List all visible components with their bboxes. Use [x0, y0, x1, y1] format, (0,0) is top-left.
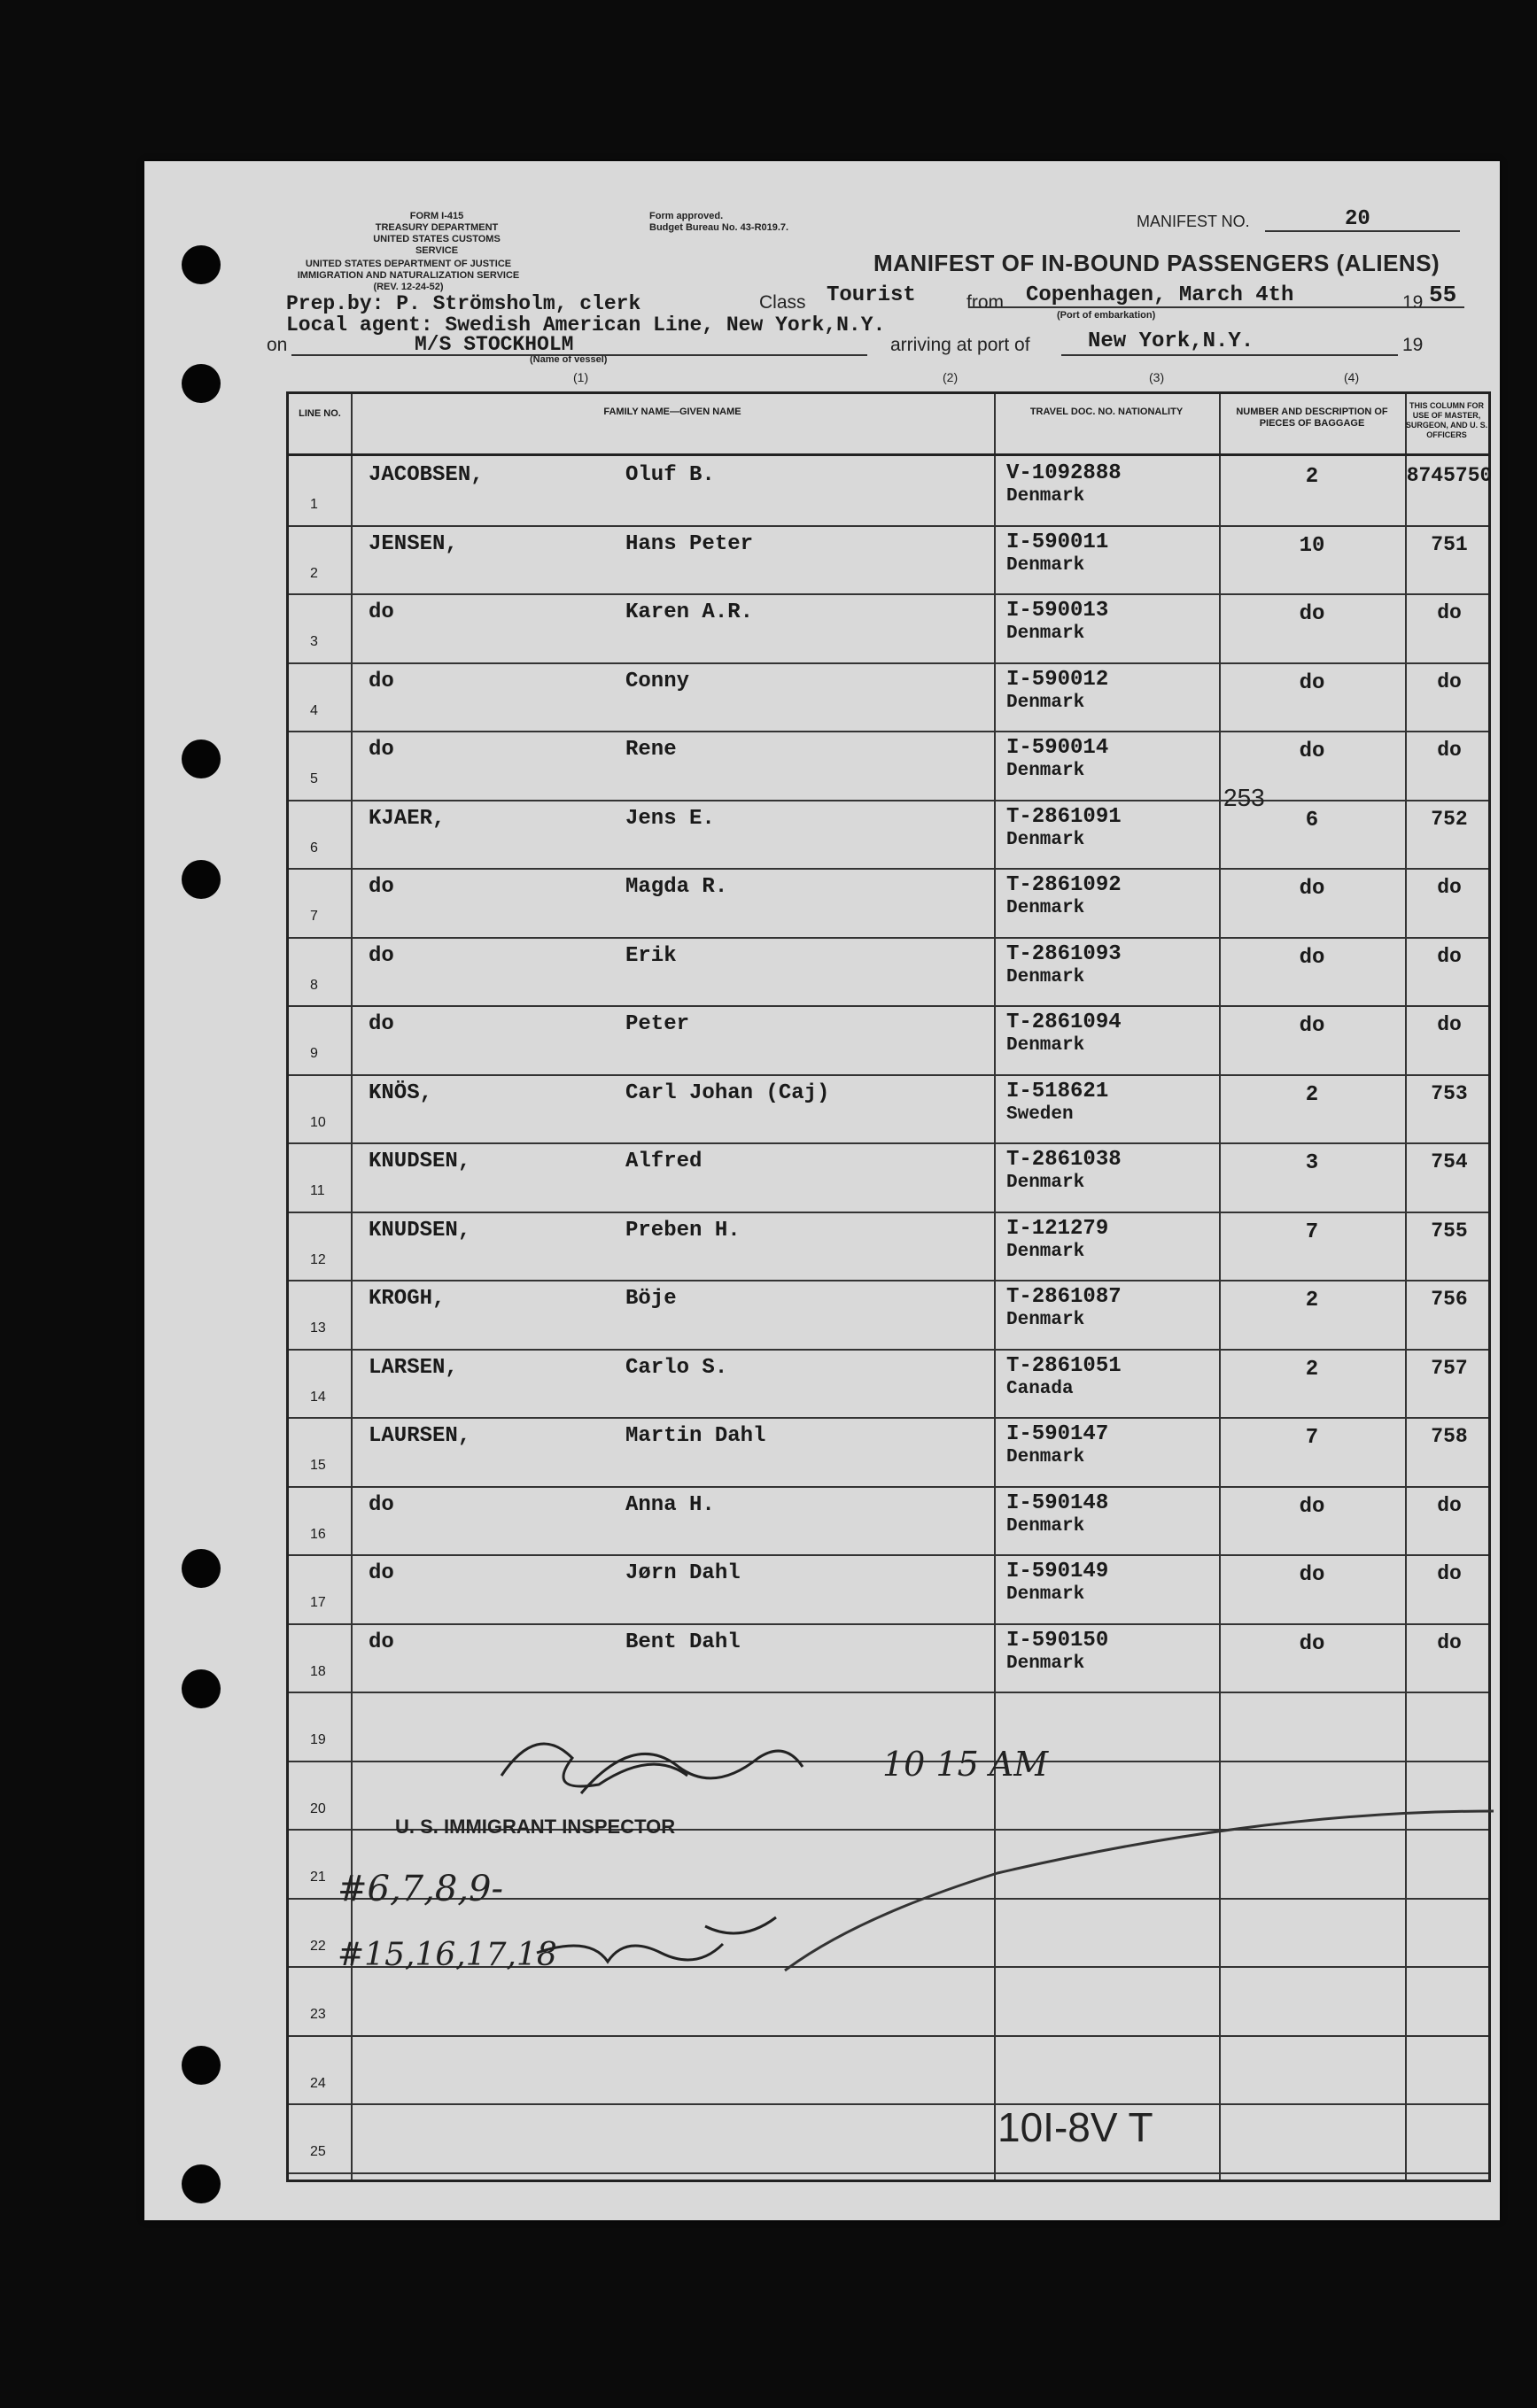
baggage-count: do: [1299, 945, 1325, 970]
manifest-number: 20: [1345, 207, 1370, 231]
travel-doc-number: I-590150: [1006, 1628, 1109, 1653]
officer-number: do: [1437, 601, 1462, 624]
binder-hole: [182, 245, 221, 284]
treasury-dept: TREASURY DEPARTMENT: [375, 222, 499, 233]
manifest-title: MANIFEST OF IN-BOUND PASSENGERS (ALIENS): [873, 250, 1440, 276]
travel-doc-number: T-2861093: [1006, 941, 1122, 966]
travel-doc-number: T-2861087: [1006, 1285, 1122, 1309]
from-rule: [968, 306, 1464, 308]
on-label: on: [267, 335, 288, 355]
baggage-count: 7: [1305, 1426, 1319, 1450]
handwritten-note-21: #6,7,8,9-: [338, 1869, 503, 1909]
baggage-count: 2: [1305, 1289, 1319, 1312]
inspector-stamp: U. S. IMMIGRANT INSPECTOR: [395, 1816, 676, 1838]
column-number-2: (2): [943, 370, 959, 384]
baggage-count: do: [1299, 602, 1325, 626]
justice-header: [276, 259, 541, 293]
family-name: do: [369, 738, 394, 762]
from-value: Copenhagen, March 4th: [1026, 283, 1294, 307]
officer-number: 755: [1431, 1219, 1468, 1243]
nationality: Denmark: [1006, 829, 1085, 850]
line-number: 12: [310, 1251, 326, 1267]
nationality: Denmark: [1006, 692, 1085, 713]
nationality: Denmark: [1006, 1584, 1085, 1605]
family-name: LAURSEN,: [369, 1424, 471, 1448]
arriving-label: arriving at port of: [890, 335, 1030, 355]
travel-doc-number: I-590011: [1006, 530, 1109, 554]
line-number: 18: [310, 1663, 326, 1679]
officer-number: do: [1437, 739, 1462, 762]
class-label: Class: [759, 292, 806, 313]
family-name: do: [369, 1561, 394, 1585]
travel-doc-number: T-2861091: [1006, 804, 1122, 829]
revision: (REV. 12-24-52): [373, 282, 444, 292]
column-number-4: (4): [1344, 370, 1360, 384]
family-name: LARSEN,: [369, 1355, 458, 1380]
nationality: Sweden: [1006, 1103, 1074, 1125]
line-number: 1: [310, 497, 318, 512]
travel-doc-number: I-590013: [1006, 599, 1109, 623]
given-name: Preben H.: [625, 1218, 741, 1243]
given-name: Jørn Dahl: [625, 1561, 741, 1585]
given-name: Bent Dahl: [625, 1630, 741, 1654]
officer-number: do: [1437, 944, 1462, 968]
family-name: JENSEN,: [369, 531, 458, 556]
line-number: 11: [310, 1183, 325, 1198]
year-prefix: 19: [1402, 292, 1424, 313]
line-number: 23: [310, 2007, 326, 2022]
given-name: Oluf B.: [625, 463, 715, 487]
travel-doc-number: T-2861094: [1006, 1010, 1122, 1034]
family-name: do: [369, 1012, 394, 1036]
baggage-count: 2: [1305, 1357, 1319, 1382]
nationality: Denmark: [1006, 1515, 1085, 1537]
travel-doc-number: I-590148: [1006, 1490, 1109, 1515]
vessel-note: (Name of vessel): [530, 354, 608, 365]
given-name: Carlo S.: [625, 1355, 728, 1380]
line-number: 13: [310, 1320, 326, 1336]
header-line-no: LINE NO.: [289, 394, 351, 456]
header-travel-doc: TRAVEL DOC. NO. NATIONALITY: [994, 394, 1219, 456]
officer-number: 754: [1431, 1150, 1468, 1173]
line-number: 7: [310, 909, 318, 924]
embarkation-note: (Port of embarkation): [1057, 310, 1156, 321]
family-name: do: [369, 1492, 394, 1517]
travel-doc-number: T-2861092: [1006, 873, 1122, 897]
given-name: Hans Peter: [625, 531, 754, 556]
binder-hole: [182, 364, 221, 403]
travel-doc-number: I-590147: [1006, 1422, 1109, 1446]
line-number: 15: [310, 1458, 326, 1473]
officer-number: 758: [1431, 1425, 1468, 1448]
nationality: Denmark: [1006, 966, 1085, 987]
line-number: 17: [310, 1595, 326, 1610]
family-name: KJAER,: [369, 806, 446, 831]
officer-number: do: [1437, 876, 1462, 899]
given-name: Magda R.: [625, 875, 728, 899]
line-number: 6: [310, 840, 318, 856]
line-number: 22: [310, 1938, 326, 1954]
baggage-count: do: [1299, 877, 1325, 901]
header-officers: THIS COLUMN FOR USE OF MASTER, SURGEON, AND U. S. OFFICERS: [1405, 394, 1488, 456]
family-name: KNUDSEN,: [369, 1150, 471, 1173]
baggage-count: 7: [1305, 1219, 1319, 1244]
form-number: FORM I-415: [409, 211, 464, 221]
prepared-by: Prep.by: P. Strömsholm, clerk: [286, 292, 641, 315]
baggage-count: do: [1299, 1494, 1325, 1519]
given-name: Rene: [625, 738, 677, 762]
baggage-count: do: [1299, 739, 1325, 763]
nationality: Denmark: [1006, 761, 1085, 781]
line-number: 24: [310, 2075, 326, 2091]
binder-hole: [182, 1549, 221, 1588]
given-name: Anna H.: [625, 1492, 715, 1517]
class-value: Tourist: [827, 283, 916, 307]
line-number: 10: [310, 1114, 326, 1130]
nationality: Denmark: [1006, 1653, 1085, 1674]
family-name: KROGH,: [369, 1287, 446, 1311]
arriving-year: 19: [1402, 335, 1424, 355]
vessel-name: M/S STOCKHOLM: [415, 333, 574, 356]
given-name: Böje: [625, 1287, 677, 1311]
given-name: Karen A.R.: [625, 600, 754, 624]
line-number: 8: [310, 977, 318, 993]
officer-number: 757: [1431, 1356, 1468, 1380]
year-value: 55: [1429, 282, 1457, 308]
officer-number: do: [1437, 1630, 1462, 1654]
officer-number: do: [1437, 1562, 1462, 1585]
binder-hole: [182, 2046, 221, 2085]
nationality: Denmark: [1006, 898, 1085, 918]
nationality: Denmark: [1006, 1035, 1085, 1056]
baggage-count: 6: [1305, 808, 1319, 832]
given-name: Carl Johan (Caj): [625, 1080, 830, 1105]
handwritten-253: 253: [1223, 784, 1265, 811]
family-name: JACOBSEN,: [369, 463, 484, 487]
officer-number: do: [1437, 1013, 1462, 1036]
baggage-count: 2: [1305, 1082, 1319, 1107]
officer-number: 753: [1431, 1081, 1468, 1105]
baggage-count: do: [1299, 1014, 1325, 1038]
given-name: Erik: [625, 943, 677, 968]
family-name: do: [369, 1630, 394, 1654]
baggage-count: 2: [1305, 465, 1319, 489]
handwritten-note-22: #15,16,17,18: [338, 1937, 557, 1973]
manifest-number-label: MANIFEST NO.: [1137, 213, 1250, 230]
vessel-rule: [291, 354, 867, 356]
given-name: Conny: [625, 669, 690, 693]
line-number: 2: [310, 565, 318, 581]
header-name: FAMILY NAME—GIVEN NAME: [351, 394, 994, 456]
binder-hole: [182, 2164, 221, 2203]
travel-doc-number: T-2861051: [1006, 1353, 1122, 1378]
travel-doc-number: V-1092888: [1006, 461, 1122, 485]
family-name: do: [369, 600, 394, 624]
line-number: 3: [310, 634, 318, 649]
line-number: 21: [310, 1870, 326, 1885]
line-number: 4: [310, 702, 318, 718]
officer-number: 752: [1431, 807, 1468, 831]
travel-doc-number: I-590149: [1006, 1560, 1109, 1583]
travel-doc-number: I-121279: [1006, 1216, 1109, 1241]
nationality: Denmark: [1006, 1173, 1085, 1193]
family-name: do: [369, 875, 394, 899]
form-approved: Form approved.: [649, 211, 724, 221]
header-baggage: NUMBER AND DESCRIPTION OF PIECES OF BAGGAGE: [1219, 394, 1405, 456]
travel-doc-number: T-2861038: [1006, 1148, 1122, 1172]
line-number: 20: [310, 1800, 326, 1816]
budget-bureau: Budget Bureau No. 43-R019.7.: [649, 222, 789, 233]
ins-service: IMMIGRATION AND NATURALIZATION SERVICE: [297, 270, 520, 281]
baggage-count: do: [1299, 1563, 1325, 1587]
line-number: 9: [310, 1046, 318, 1061]
officer-number: do: [1437, 1493, 1462, 1517]
line-number: 14: [310, 1389, 326, 1405]
given-name: Alfred: [625, 1150, 703, 1173]
column-number-1: (1): [573, 370, 589, 384]
nationality: Denmark: [1006, 1241, 1085, 1262]
travel-doc-number: I-518621: [1006, 1079, 1109, 1103]
given-name: Jens E.: [625, 806, 715, 831]
arriving-rule: [1061, 354, 1398, 356]
nationality: Denmark: [1006, 554, 1085, 576]
family-name: KNUDSEN,: [369, 1218, 471, 1243]
manifest-rule: [1265, 230, 1460, 232]
family-name: do: [369, 669, 394, 693]
travel-doc-number: I-590014: [1006, 736, 1109, 760]
bottom-tally: 10I-8V T: [997, 2104, 1153, 2150]
family-name: KNÖS,: [369, 1080, 433, 1105]
nationality: Denmark: [1006, 623, 1085, 644]
nationality: Canada: [1006, 1378, 1074, 1399]
form-header-left: [357, 211, 516, 257]
justice-dept: UNITED STATES DEPARTMENT OF JUSTICE: [305, 259, 512, 269]
family-name: do: [369, 943, 394, 968]
nationality: Denmark: [1006, 1310, 1085, 1330]
handwriting-strokes: [289, 394, 1494, 2185]
customs-service: UNITED STATES CUSTOMS SERVICE: [373, 234, 501, 256]
given-name: Martin Dahl: [625, 1424, 766, 1448]
baggage-count: 3: [1305, 1151, 1319, 1175]
from-label: from: [966, 292, 1004, 313]
arrival-time: 10 15 AM: [882, 1745, 1049, 1784]
baggage-count: do: [1299, 670, 1325, 695]
passenger-table: [286, 391, 1491, 2182]
binder-hole: [182, 860, 221, 899]
column-number-3: (3): [1149, 370, 1165, 384]
line-number: 19: [310, 1732, 326, 1747]
baggage-count: do: [1299, 1631, 1325, 1656]
binder-hole: [182, 739, 221, 778]
line-number: 25: [310, 2144, 326, 2159]
nationality: Denmark: [1006, 486, 1085, 507]
officer-number: do: [1437, 670, 1462, 693]
baggage-count: 10: [1299, 533, 1325, 558]
officer-number: 756: [1431, 1288, 1468, 1311]
manifest-sheet: [144, 161, 1500, 2220]
nationality: Denmark: [1006, 1447, 1085, 1467]
officer-number: 751: [1431, 532, 1468, 556]
binder-hole: [182, 1669, 221, 1708]
line-number: 5: [310, 771, 318, 786]
line-number: 16: [310, 1526, 326, 1542]
approval-block: [649, 211, 788, 234]
given-name: Peter: [625, 1012, 690, 1036]
officer-number: 8745750: [1406, 464, 1493, 487]
travel-doc-number: I-590012: [1006, 667, 1109, 692]
local-agent: Local agent: Swedish American Line, New York,N.Y.: [286, 314, 886, 337]
arriving-port: New York,N.Y.: [1088, 329, 1254, 353]
